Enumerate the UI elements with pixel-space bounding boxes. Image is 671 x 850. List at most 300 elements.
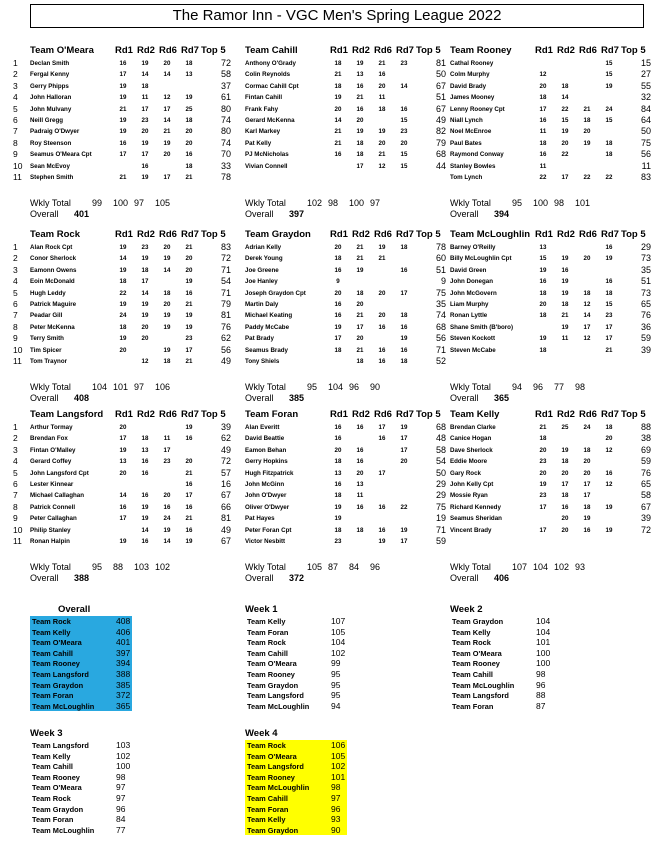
player-row <box>245 69 450 80</box>
round-score: 23 <box>539 492 547 500</box>
weekly-total-value: 101 <box>575 198 591 208</box>
player-row <box>450 69 655 80</box>
standings-row <box>450 658 560 669</box>
player-name: Brendan Fox <box>30 435 68 443</box>
round-score: 19 <box>356 128 364 136</box>
round-score: 20 <box>400 139 408 147</box>
round-score: 21 <box>356 244 364 251</box>
standings-team: Team Foran <box>247 627 289 637</box>
round-score: 21 <box>356 255 364 263</box>
standings-row <box>30 680 140 691</box>
column-header: Rd2 <box>352 229 370 240</box>
player-row <box>450 468 655 479</box>
team-name: Team Langsford <box>30 409 104 420</box>
standings-row <box>245 690 355 701</box>
player-row <box>30 513 235 524</box>
overall-value: 365 <box>494 393 510 403</box>
round-score: 20 <box>356 116 364 124</box>
player-name: John Langsford Cpt <box>30 469 89 477</box>
weekly-total-value: 106 <box>155 382 171 392</box>
row-number: 5 <box>13 467 18 478</box>
round-score: 16 <box>605 244 613 251</box>
standings-row <box>245 627 355 638</box>
team-header-row <box>245 45 450 58</box>
player-name: Pat Brady <box>245 335 274 343</box>
standings-team: Team O'Meara <box>32 783 82 793</box>
round-score: 18 <box>334 60 342 67</box>
round-score: 14 <box>334 116 342 124</box>
top5-total: 50 <box>640 126 651 137</box>
player-name: Paddy McCabe <box>245 323 290 331</box>
player-row <box>245 525 450 536</box>
round-score: 21 <box>539 424 547 431</box>
standings-team: Team Rooney <box>247 669 295 679</box>
row-number: 5 <box>13 287 18 298</box>
round-score: 20 <box>583 469 591 477</box>
row-number: 11 <box>13 356 22 366</box>
team-totals <box>30 562 235 586</box>
team-table <box>30 45 235 183</box>
round-score: 18 <box>334 255 342 263</box>
player-name: Padraig O'Dwyer <box>30 128 80 136</box>
round-score: 18 <box>334 82 342 90</box>
column-header: Rd2 <box>557 409 575 420</box>
team-header-row <box>450 409 655 422</box>
round-score: 19 <box>119 266 127 274</box>
row-number: 9 <box>13 149 18 160</box>
row-number: 7 <box>13 310 18 321</box>
column-header: Rd2 <box>352 409 370 420</box>
standings-team: Team Foran <box>452 701 494 711</box>
player-row <box>30 310 235 321</box>
player-row <box>30 253 235 264</box>
player-name: Tony Shiels <box>245 357 280 365</box>
top5-total: 62 <box>220 333 231 344</box>
round-score: 16 <box>141 537 149 545</box>
round-score: 17 <box>356 162 364 170</box>
round-score: 21 <box>185 173 193 181</box>
team-name: Team Kelly <box>450 409 500 420</box>
player-name: Patrick Connell <box>30 503 76 511</box>
row-number: 5 <box>13 103 18 114</box>
player-name: Gerard Coffey <box>30 458 72 466</box>
top5-total: 39 <box>220 422 231 432</box>
standings-score: 97 <box>116 792 126 803</box>
top5-total: 29 <box>435 478 446 489</box>
player-row <box>30 242 235 253</box>
top5-total: 83 <box>220 242 231 252</box>
round-score: 20 <box>119 346 127 354</box>
standings-row <box>245 761 355 772</box>
row-number: 7 <box>13 490 18 501</box>
weekly-total-label: Wkly Total <box>450 562 491 572</box>
weekly-total-value: 104 <box>533 562 549 572</box>
standings-row <box>30 637 140 648</box>
player-row <box>30 299 235 310</box>
top5-total: 79 <box>220 298 231 309</box>
round-score: 21 <box>185 469 193 477</box>
player-row <box>450 525 655 536</box>
round-score: 13 <box>141 446 149 454</box>
column-header: Rd1 <box>115 229 133 240</box>
round-score: 19 <box>119 82 127 90</box>
round-score: 18 <box>539 346 547 354</box>
round-score: 21 <box>583 105 591 113</box>
player-row <box>450 161 655 172</box>
top5-total: 29 <box>435 490 446 501</box>
player-row <box>30 479 235 490</box>
player-row <box>245 479 450 490</box>
team-header-row <box>245 409 450 422</box>
top5-total: 76 <box>640 310 651 321</box>
player-row <box>245 126 450 137</box>
weekly-total-value: 97 <box>134 198 145 208</box>
standings-score: 97 <box>331 792 341 803</box>
top5-total: 51 <box>435 264 446 275</box>
player-name: Fintan O'Malley <box>30 446 76 454</box>
round-score: 18 <box>583 503 591 511</box>
standings-row <box>450 690 560 701</box>
player-name: Eamon Behan <box>245 446 287 454</box>
standings-title: Week 1 <box>245 604 278 615</box>
player-name: Liam Murphy <box>450 300 489 308</box>
player-row <box>30 356 235 367</box>
team-name: Team Cahill <box>245 45 298 56</box>
player-row <box>30 502 235 513</box>
player-name: Stanley Bowles <box>450 162 496 170</box>
player-name: Declan Smith <box>30 60 70 67</box>
standings-row <box>245 751 355 762</box>
round-score: 18 <box>539 312 547 320</box>
round-score: 18 <box>356 357 364 365</box>
round-score: 17 <box>561 480 569 488</box>
player-row <box>245 333 450 344</box>
column-header: Top 5 <box>416 409 441 420</box>
player-row <box>245 265 450 276</box>
player-name: Martin Daly <box>245 300 279 308</box>
round-score: 19 <box>561 278 569 286</box>
page-title: The Ramor Inn - VGC Men's Spring League 2022 <box>30 4 644 28</box>
row-number: 4 <box>13 276 18 287</box>
top5-total: 55 <box>640 80 651 91</box>
round-score: 19 <box>185 323 193 331</box>
standings-row <box>245 740 355 751</box>
round-score: 19 <box>141 173 149 181</box>
top5-total: 58 <box>435 444 446 455</box>
player-row <box>245 81 450 92</box>
standings-team: Team Graydon <box>452 617 504 626</box>
row-number: 10 <box>13 344 23 355</box>
standings-score: 105 <box>331 750 346 761</box>
player-row <box>450 104 655 115</box>
round-score: 20 <box>378 289 386 297</box>
round-score: 17 <box>378 469 386 477</box>
round-score: 19 <box>119 94 127 102</box>
round-score: 19 <box>163 255 171 263</box>
standings-team: Team Kelly <box>32 627 71 637</box>
player-row <box>450 81 655 92</box>
column-header: Rd7 <box>396 409 414 420</box>
column-header: Rd7 <box>601 409 619 420</box>
round-score: 17 <box>185 492 193 500</box>
round-score: 18 <box>605 424 613 431</box>
round-score: 15 <box>400 116 408 124</box>
round-score: 19 <box>378 128 386 136</box>
team-header-row <box>30 229 235 242</box>
standings-row <box>450 616 560 627</box>
standings-team: Team Rock <box>32 617 71 626</box>
overall-value: 385 <box>289 393 305 403</box>
player-name: Gerry Phipps <box>30 82 69 90</box>
player-row <box>245 92 450 103</box>
standings-team: Team Cahill <box>452 669 493 679</box>
top5-total: 70 <box>220 149 231 160</box>
round-score: 23 <box>334 537 342 545</box>
round-score: 16 <box>185 503 193 511</box>
standings-score: 95 <box>331 679 341 690</box>
top5-total: 67 <box>435 80 446 91</box>
player-name: Michael Keating <box>245 312 293 320</box>
column-header: Rd6 <box>374 409 392 420</box>
column-header: Rd2 <box>137 229 155 240</box>
top5-total: 71 <box>435 524 446 535</box>
column-header: Rd6 <box>579 45 597 56</box>
top5-total: 59 <box>640 456 651 467</box>
round-score: 17 <box>141 105 149 113</box>
player-row <box>450 172 655 183</box>
player-name: Sean McEvoy <box>30 162 70 170</box>
column-header: Rd7 <box>396 229 414 240</box>
top5-total: 11 <box>641 160 651 171</box>
round-score: 21 <box>119 173 127 181</box>
standings-score: 98 <box>331 782 341 793</box>
round-score: 20 <box>141 335 149 343</box>
round-score: 20 <box>185 266 193 274</box>
round-score: 24 <box>163 515 171 523</box>
standings-row <box>245 825 355 836</box>
team-totals <box>30 198 235 222</box>
round-score: 19 <box>334 503 342 511</box>
weekly-total-value: 96 <box>349 382 360 392</box>
round-score: 20 <box>561 515 569 523</box>
top5-total: 81 <box>435 58 446 68</box>
round-score: 19 <box>141 515 149 523</box>
round-score: 11 <box>561 335 569 343</box>
round-score: 19 <box>334 323 342 331</box>
round-score: 14 <box>141 526 149 534</box>
round-score: 19 <box>334 94 342 102</box>
round-score: 16 <box>141 458 149 466</box>
standings-score: 94 <box>331 700 341 711</box>
weekly-total-value: 104 <box>92 382 108 392</box>
team-name: Team Graydon <box>245 229 311 240</box>
standings-row <box>30 793 140 804</box>
round-score: 20 <box>539 82 547 90</box>
round-score: 14 <box>583 312 591 320</box>
column-header: Rd1 <box>330 229 348 240</box>
round-score: 21 <box>356 346 364 354</box>
team-totals <box>450 562 655 586</box>
top5-total: 81 <box>220 513 231 524</box>
player-name: Seamus Brady <box>245 346 288 354</box>
player-row <box>450 253 655 264</box>
standings-team: Team Graydon <box>247 825 299 835</box>
overall-value: 394 <box>494 209 510 219</box>
top5-total: 64 <box>640 114 651 125</box>
round-score: 24 <box>583 424 591 431</box>
round-score: 21 <box>185 357 193 365</box>
standings-score: 406 <box>116 626 131 637</box>
column-header: Rd6 <box>159 45 177 56</box>
overall-label: Overall <box>450 573 479 583</box>
round-score: 11 <box>163 435 171 443</box>
player-name: Joe Greene <box>245 266 279 274</box>
round-score: 16 <box>334 151 342 159</box>
top5-total: 67 <box>220 535 231 546</box>
player-row <box>450 126 655 137</box>
top5-total: 56 <box>435 333 446 344</box>
top5-total: 79 <box>435 137 446 148</box>
round-score: 23 <box>605 312 613 320</box>
round-score: 13 <box>356 480 364 488</box>
top5-total: 35 <box>435 298 446 309</box>
standings-team: Team Langsford <box>452 691 509 701</box>
round-score: 18 <box>163 357 171 365</box>
top5-total: 80 <box>220 103 231 114</box>
round-score: 19 <box>163 346 171 354</box>
standings-team: Team Langsford <box>32 741 89 750</box>
top5-total: 83 <box>640 171 651 182</box>
column-header: Rd7 <box>181 45 199 56</box>
team-table <box>30 409 235 547</box>
round-score: 20 <box>334 289 342 297</box>
team-table <box>450 229 655 367</box>
round-score: 19 <box>561 255 569 263</box>
team-header-row <box>245 229 450 242</box>
player-row <box>30 115 235 126</box>
round-score: 20 <box>356 335 364 343</box>
top5-total: 16 <box>220 478 231 489</box>
round-score: 19 <box>356 266 364 274</box>
round-score: 12 <box>378 162 386 170</box>
round-score: 19 <box>185 424 193 431</box>
player-name: Hugh Fitzpatrick <box>245 469 294 477</box>
round-score: 20 <box>163 300 171 308</box>
round-score: 11 <box>356 492 364 500</box>
round-score: 19 <box>561 323 569 331</box>
overall-label: Overall <box>30 209 59 219</box>
round-score: 19 <box>583 139 591 147</box>
round-score: 16 <box>539 278 547 286</box>
standings-row <box>245 648 355 659</box>
player-row <box>30 81 235 92</box>
player-name: David Brady <box>450 82 487 90</box>
top5-total: 35 <box>640 264 651 275</box>
round-score: 14 <box>163 71 171 79</box>
top5-total: 80 <box>220 126 231 137</box>
weekly-total-value: 77 <box>554 382 565 392</box>
round-score: 18 <box>356 151 364 159</box>
player-row <box>245 149 450 160</box>
round-score: 22 <box>561 105 569 113</box>
standings-team: Team Cahill <box>247 793 288 803</box>
round-score: 19 <box>163 139 171 147</box>
weekly-total-value: 101 <box>113 382 129 392</box>
standings-team: Team Graydon <box>247 680 299 690</box>
standings-team: Team O'Meara <box>247 659 297 669</box>
player-name: Alan Rock Cpt <box>30 244 73 251</box>
weekly-total-label: Wkly Total <box>30 562 71 572</box>
round-score: 19 <box>119 335 127 343</box>
round-score: 18 <box>539 139 547 147</box>
weekly-total-value: 87 <box>328 562 339 572</box>
player-name: Adrian Kelly <box>245 244 282 251</box>
top5-total: 39 <box>640 344 651 355</box>
player-name: Vincent Brady <box>450 526 492 534</box>
weekly-total-label: Wkly Total <box>30 382 71 392</box>
player-row <box>245 288 450 299</box>
top5-total: 88 <box>640 422 651 432</box>
player-row <box>450 265 655 276</box>
standings-row <box>30 658 140 669</box>
round-score: 16 <box>185 480 193 488</box>
player-name: Raymond Conway <box>450 151 504 159</box>
team-table <box>450 409 655 547</box>
round-score: 22 <box>561 151 569 159</box>
standings-team: Team Rooney <box>32 659 80 669</box>
row-number: 2 <box>13 253 18 264</box>
player-name: Peter Foran Cpt <box>245 526 292 534</box>
round-score: 20 <box>583 255 591 263</box>
player-row <box>30 422 235 433</box>
top5-total: 69 <box>640 444 651 455</box>
round-score: 18 <box>185 60 193 67</box>
top5-total: 59 <box>435 535 446 546</box>
standings-row <box>30 814 140 825</box>
column-header: Rd6 <box>159 229 177 240</box>
player-name: Niall Lynch <box>450 116 483 124</box>
player-row <box>450 345 655 356</box>
player-name: John Kelly Cpt <box>450 480 494 488</box>
column-header: Rd2 <box>557 45 575 56</box>
standings-score: 93 <box>331 814 341 825</box>
round-score: 21 <box>561 312 569 320</box>
round-score: 20 <box>185 128 193 136</box>
round-score: 16 <box>400 346 408 354</box>
player-name: Gerard McKenna <box>245 116 295 124</box>
round-score: 20 <box>561 139 569 147</box>
top5-total: 74 <box>435 310 446 321</box>
team-header-row <box>450 229 655 242</box>
standings-score: 102 <box>116 750 131 761</box>
standings-score: 372 <box>116 690 131 701</box>
round-score: 17 <box>163 446 171 454</box>
round-score: 16 <box>400 105 408 113</box>
standings-row <box>245 814 355 825</box>
round-score: 17 <box>539 526 547 534</box>
round-score: 21 <box>334 128 342 136</box>
round-score: 19 <box>185 312 193 320</box>
round-score: 19 <box>561 289 569 297</box>
top5-total: 72 <box>640 524 651 535</box>
player-row <box>30 149 235 160</box>
top5-total: 32 <box>640 92 651 103</box>
round-score: 19 <box>119 300 127 308</box>
top5-total: 65 <box>640 478 651 489</box>
weekly-total-value: 105 <box>155 198 171 208</box>
standings-team: Team Langsford <box>247 691 304 701</box>
round-score: 16 <box>141 162 149 170</box>
